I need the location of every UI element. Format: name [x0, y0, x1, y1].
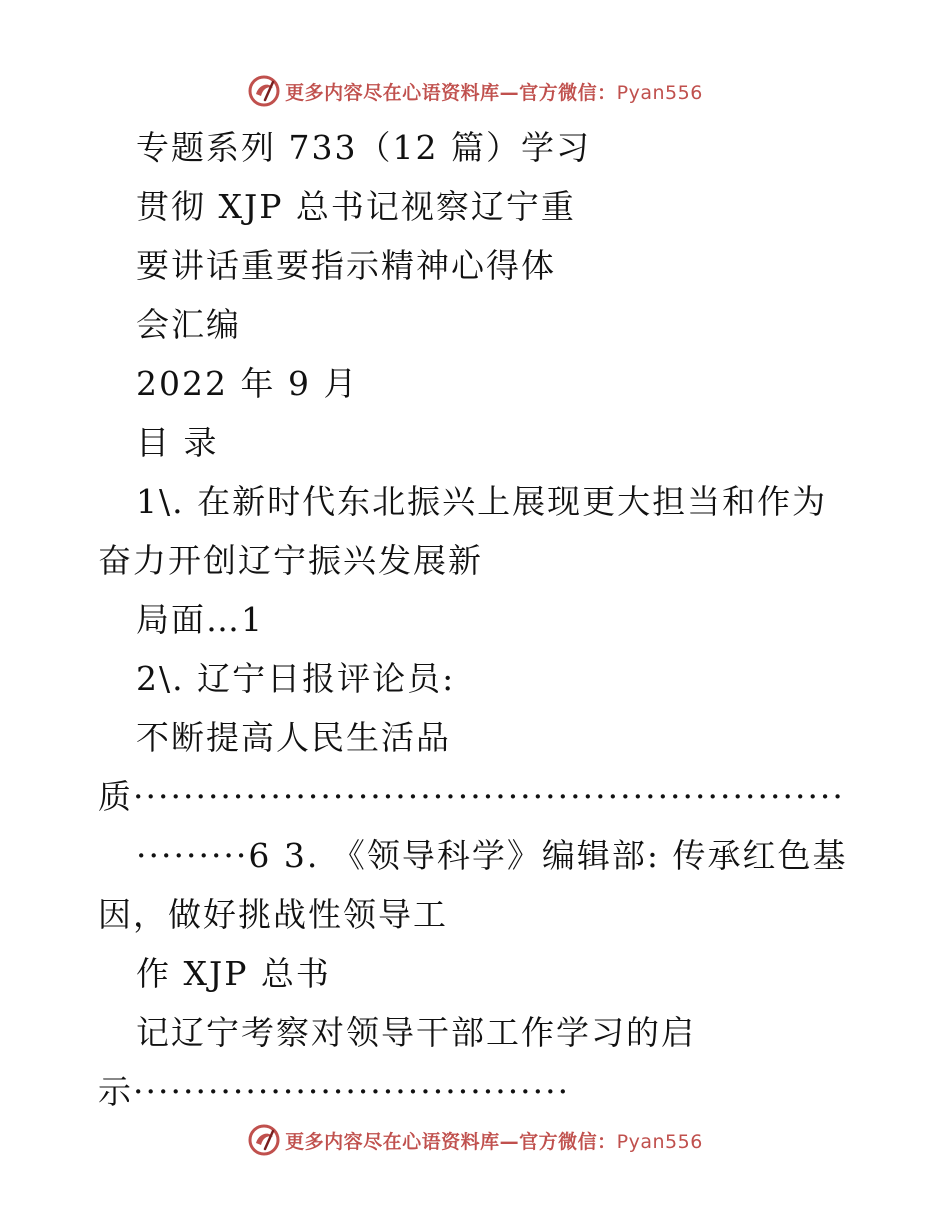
- toc-entry: 不断提高人民生活品: [136, 718, 451, 757]
- toc-heading: 目 录: [136, 423, 219, 462]
- wechat-id: Pyan556: [616, 81, 703, 104]
- toc-entry: 2\. 辽宁日报评论员:: [136, 659, 456, 698]
- document-body: [0, 118, 950, 1121]
- toc-entry: 示···································: [98, 1072, 571, 1111]
- doc-line: 2022 年 9 月: [136, 364, 359, 403]
- doc-line: 贯彻 XJP 总书记视察辽宁重: [136, 187, 576, 226]
- toc-entry: 记辽宁考察对领导干部工作学习的启: [136, 1013, 696, 1052]
- footer-watermark-banner: [0, 1120, 950, 1160]
- toc-entry: 作 XJP 总书: [136, 954, 331, 993]
- red-swirl-logo-icon: [247, 74, 281, 108]
- doc-line: 要讲话重要指示精神心得体: [136, 246, 556, 285]
- wechat-id: Pyan556: [616, 1130, 703, 1153]
- toc-entry: 因，做好挑战性领导工: [98, 895, 448, 934]
- toc-entry: 质·························································: [98, 777, 845, 816]
- red-swirl-logo-icon: [247, 1123, 281, 1157]
- banner-text: 更多内容尽在心语资料库—官方微信：Pyan556: [285, 1130, 703, 1153]
- banner-text: 更多内容尽在心语资料库—官方微信：Pyan556: [285, 81, 703, 104]
- toc-entry: ·········6 3. 《领导科学》编辑部: 传承红色基: [136, 836, 848, 875]
- doc-line: 会汇编: [136, 305, 241, 344]
- toc-entry: 1\. 在新时代东北振兴上展现更大担当和作为: [136, 482, 828, 521]
- doc-line: 专题系列 733（12 篇）学习: [136, 128, 591, 167]
- header-watermark-banner: [0, 71, 950, 111]
- toc-entry: 局面…1: [136, 600, 264, 639]
- toc-entry: 奋力开创辽宁振兴发展新: [98, 541, 483, 580]
